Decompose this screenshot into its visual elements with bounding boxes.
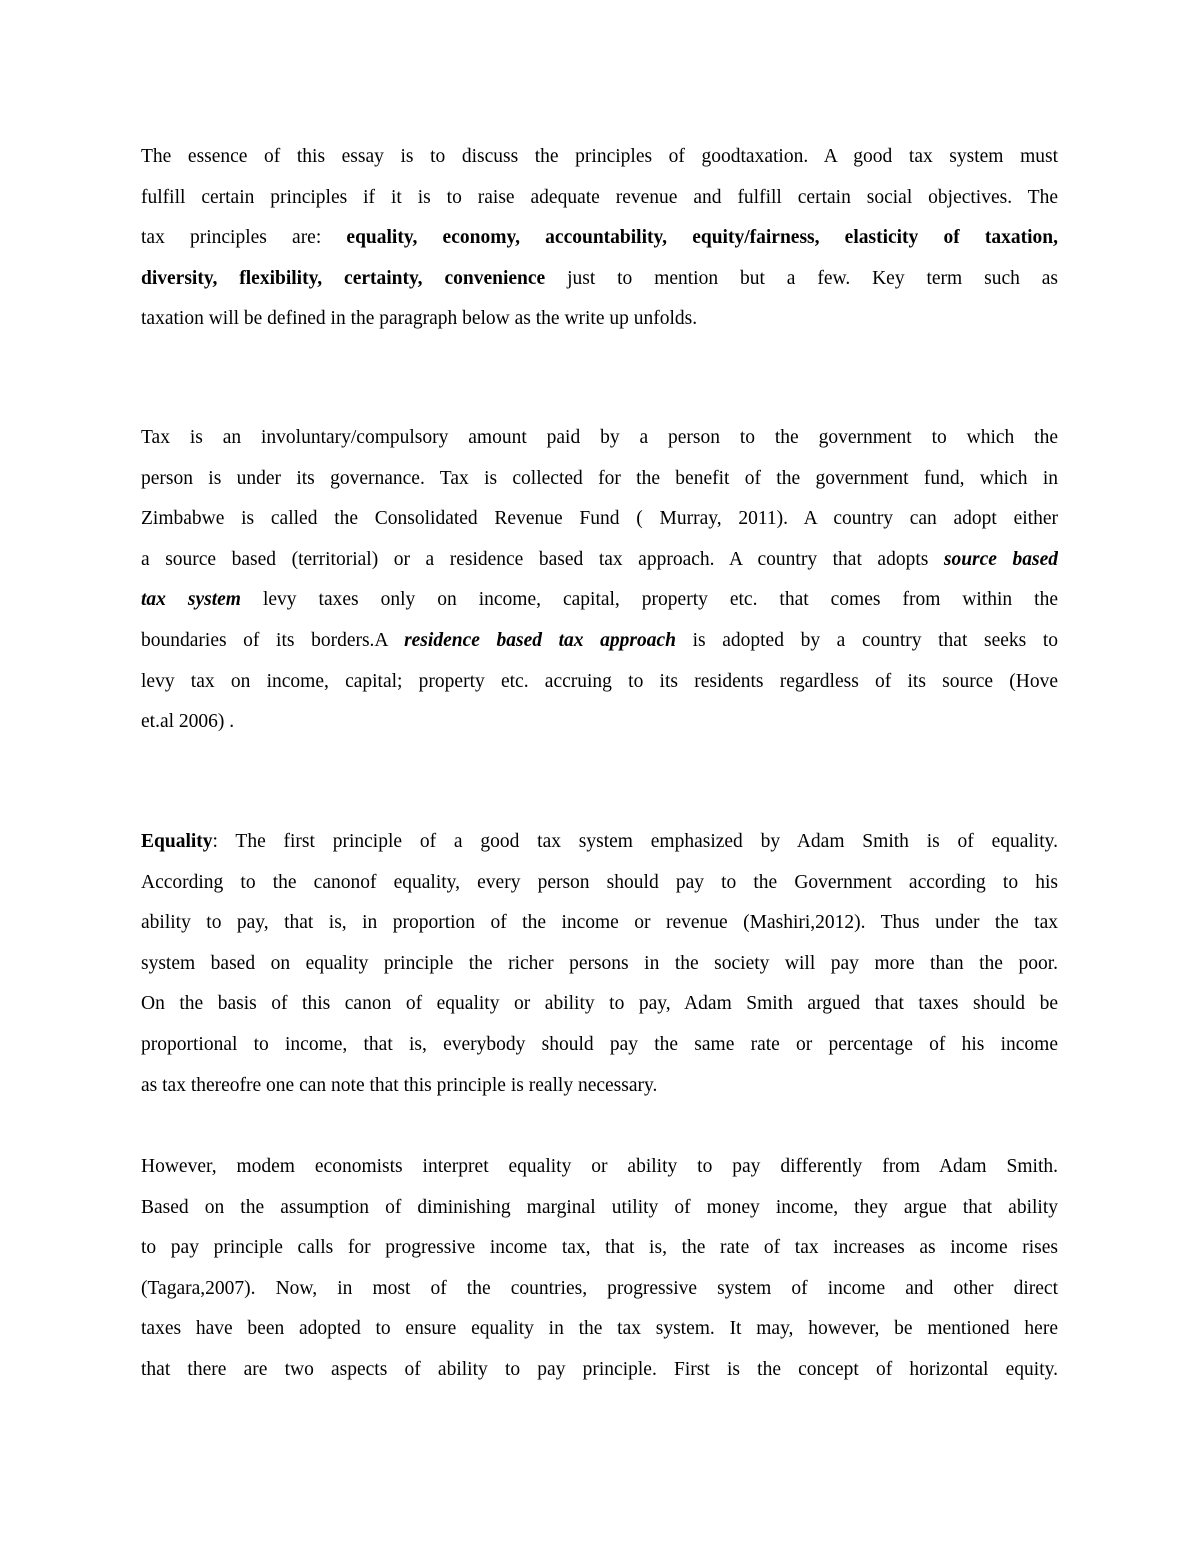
text-run: just to mention but a few. Key term such as [545,267,1058,289]
text-line [141,822,1058,863]
paragraph-introduction [141,137,1058,340]
text-run: boundaries of its borders.A [141,629,405,651]
text-line: On the basis of this canon of equality or ability to pay, Adam Smith argued that taxes should be [141,993,1058,1015]
text-line: ability to pay, that is, in proportion of the income or revenue (Mashiri,2012). Thus under the tax [141,912,1058,934]
text-line: Zimbabwe is called the Consolidated Revenue Fund ( Murray, 2011). A country can adopt either [141,508,1058,530]
emphasis-term: source based [943,548,1058,570]
bold-principles-list: equality, economy, accountability, equity/fairness, elasticity of taxation, [346,227,1058,249]
text-line: The essence of this essay is to discuss the principles of goodtaxation. A good tax system must [141,146,1058,167]
heading-equality: Equality [141,831,213,852]
text-line: Based on the assumption of diminishing marginal utility of money income, they argue that ability [141,1196,1058,1218]
text-line: fulfill certain principles if it is to raise adequate revenue and fulfill certain social objectives. The [141,186,1058,208]
text-run: is adopted by a country that seeks to [675,629,1058,651]
text-line: (Tagara,2007). Now, in most of the countries, progressive system of income and other direct [141,1277,1058,1299]
text-line [141,259,1058,300]
text-line: Tax is an involuntary/compulsory amount paid by a person to the government to which the [141,427,1058,448]
text-run: levy taxes only on income, capital, property etc. that comes from within the [240,589,1058,611]
text-run: tax principles are: [141,227,347,249]
bold-principles-list: diversity, flexibility, certainty, convenience [141,267,546,289]
paragraph-modern-economists [141,1147,1058,1391]
text-line: proportional to income, that is, everybody should pay the same rate or percentage of his income [141,1033,1058,1055]
text-line: taxes have been adopted to ensure equality in the tax system. It may, however, be mentioned here [141,1318,1058,1340]
emphasis-term: tax system [141,589,241,611]
text-line: levy tax on income, capital; property etc. accruing to its residents regardless of its source (Hove [141,670,1058,692]
text-line: et.al 2006) . [141,711,235,733]
text-line: taxation will be defined in the paragraph below as the write up unfolds. [141,308,698,330]
text-line [141,621,1058,662]
text-line: person is under its governance. Tax is collected for the benefit of the government fund, which in [141,467,1058,489]
text-line: to pay principle calls for progressive income tax, that is, the rate of tax increases as income rises [141,1237,1058,1259]
text-line: However, modem economists interpret equality or ability to pay differently from Adam Smith. [141,1156,1058,1177]
text-line: that there are two aspects of ability to pay principle. First is the concept of horizontal equity. [141,1358,1058,1380]
text-line: system based on equality principle the richer persons in the society will pay more than the poor. [141,952,1058,974]
paragraph-tax-definition [141,418,1058,743]
emphasis-term: residence based tax approach [404,629,676,651]
text-line [141,540,1058,581]
paragraph-equality [141,822,1058,1106]
text-line [141,580,1058,621]
text-run: a source based (territorial) or a residence based tax approach. A country that adopts [141,548,944,570]
text-line: as tax thereofre one can note that this principle is really necessary. [141,1074,658,1096]
text-run: : The first principle of a good tax system emphasized by Adam Smith is of equality. [212,831,1058,852]
text-line: According to the canonof equality, every person should pay to the Government according to his [141,871,1058,893]
text-line [141,218,1058,259]
